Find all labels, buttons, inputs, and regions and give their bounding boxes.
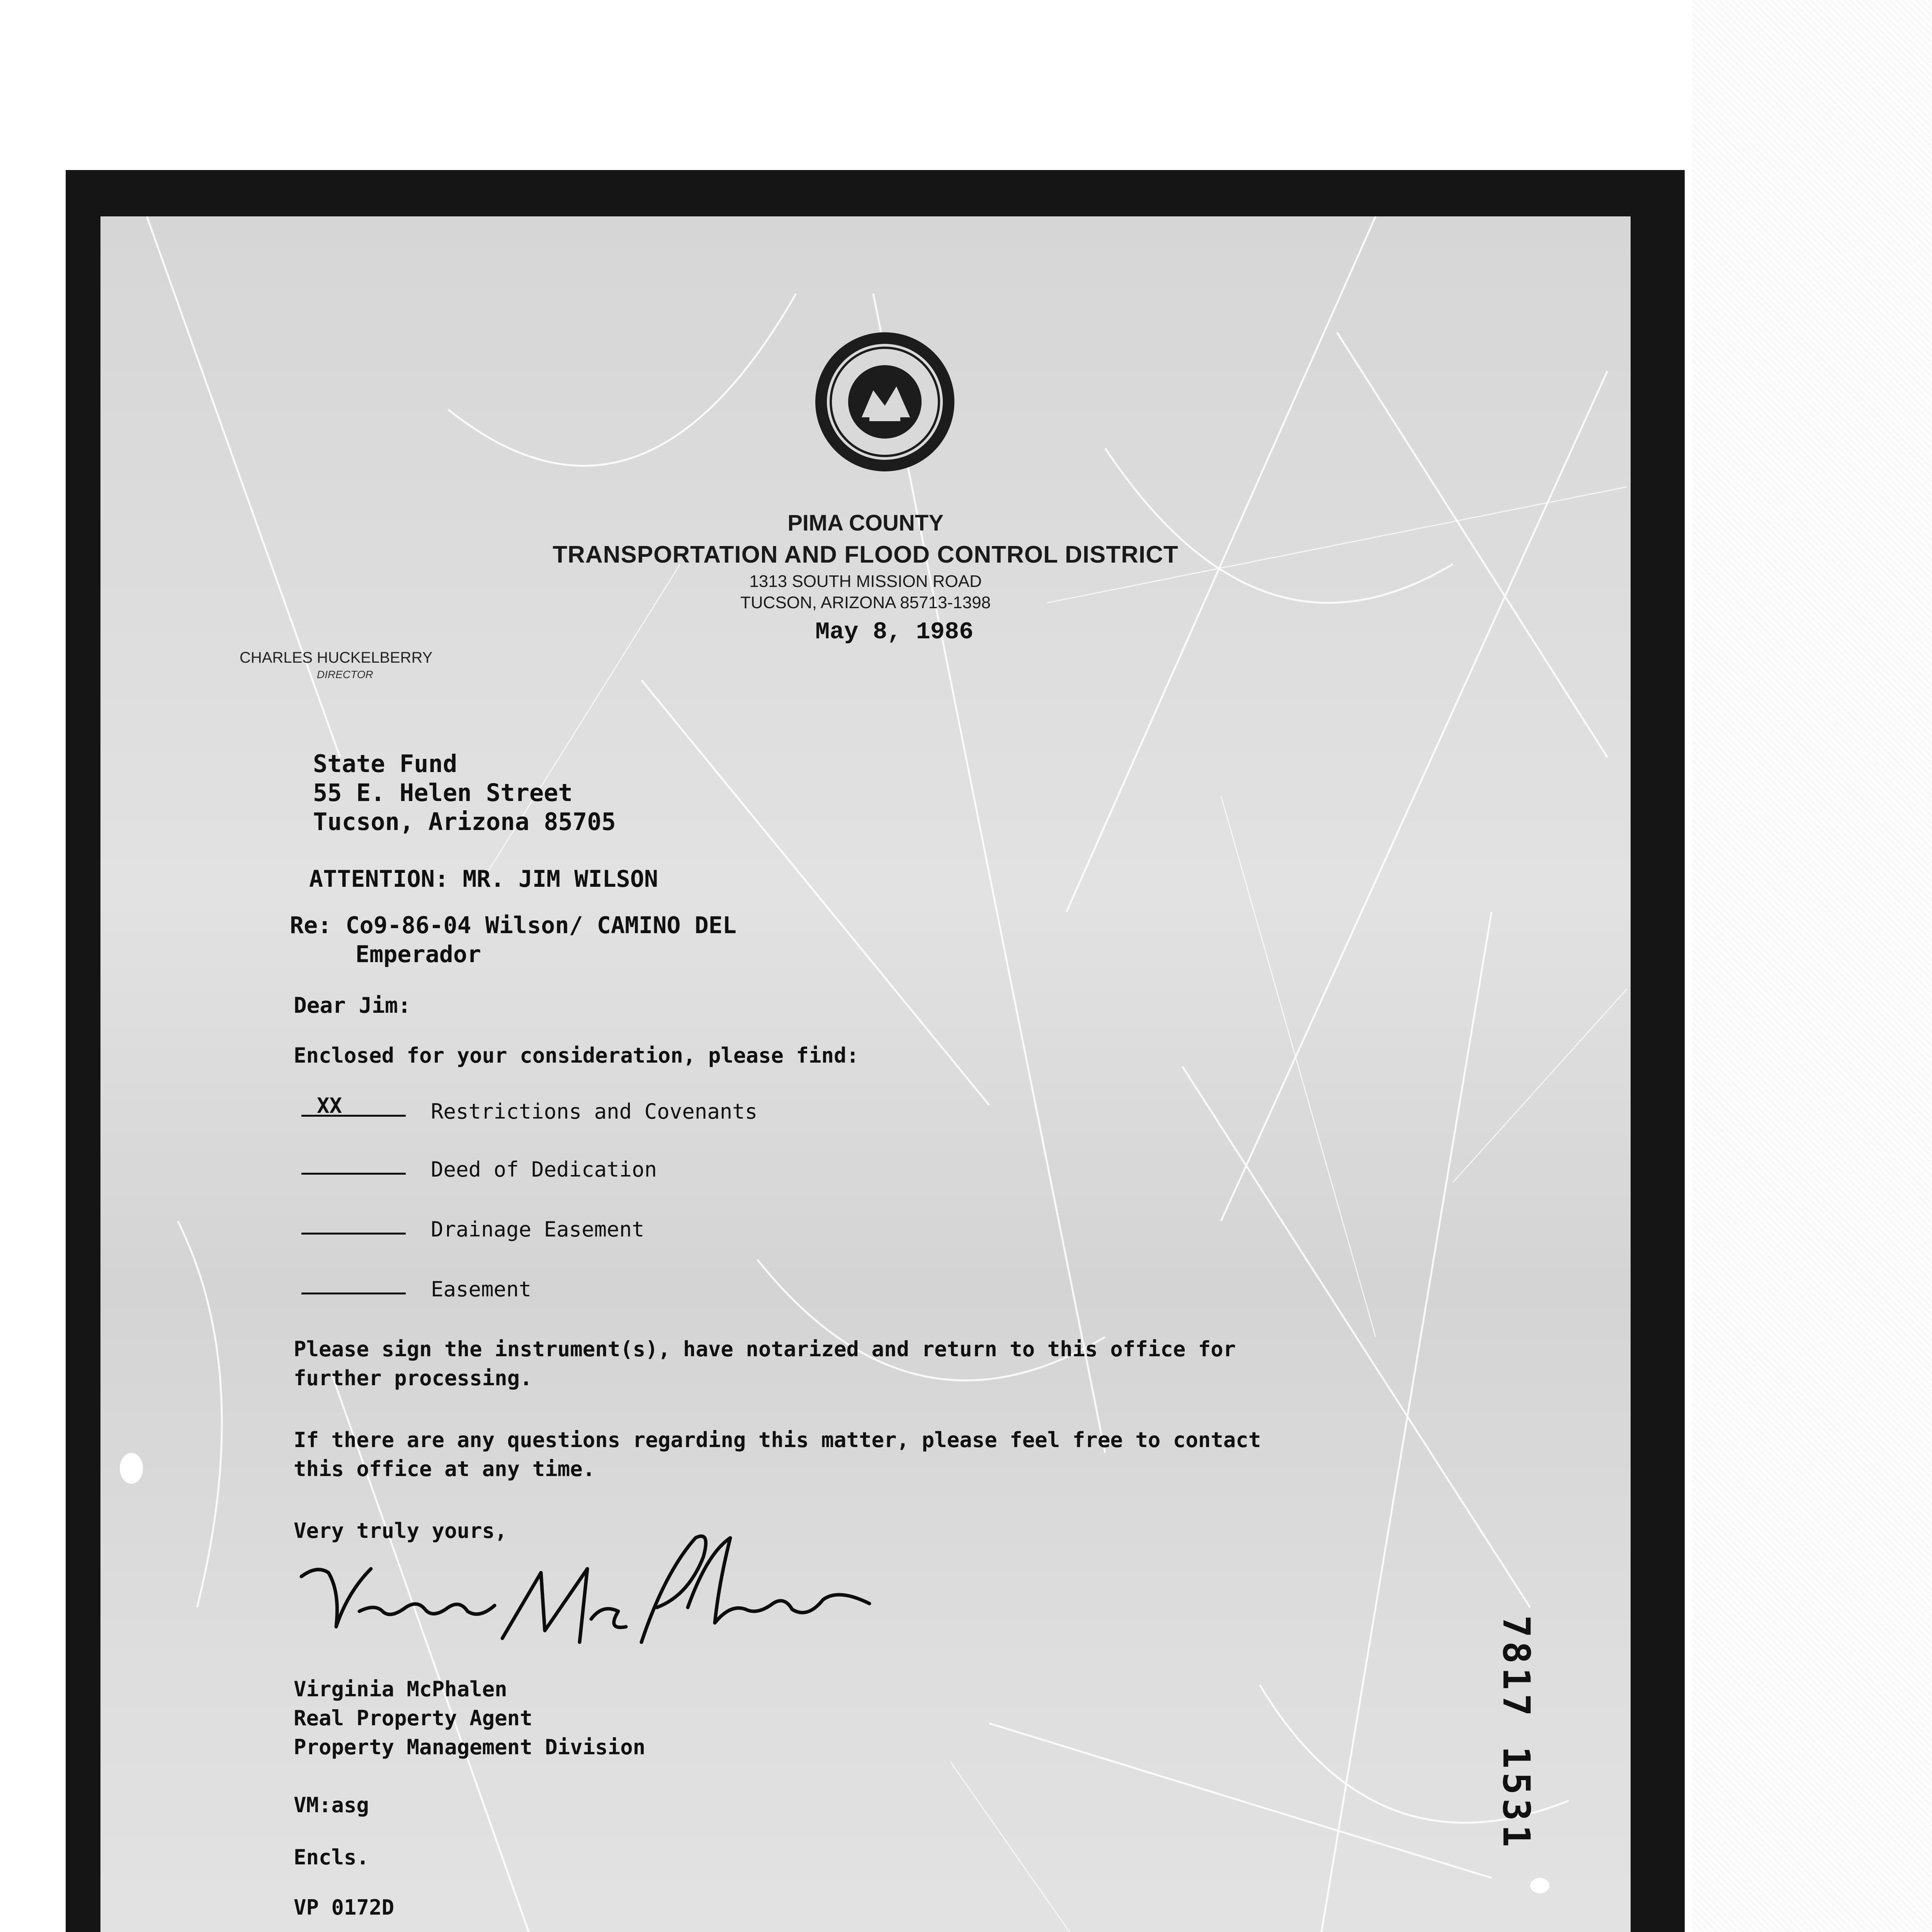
instructions-line-2: further processing. <box>294 1366 532 1390</box>
scan-blot <box>1530 1878 1549 1893</box>
enclosure-item-label: Drainage Easement <box>431 1217 645 1242</box>
letter-date: May 8, 1986 <box>815 618 974 646</box>
recipient-line-1: State Fund <box>313 750 457 778</box>
attention-line: ATTENTION: MR. JIM WILSON <box>309 866 658 893</box>
enclosure-mark: XX <box>301 1094 406 1117</box>
enclosure-mark <box>301 1271 406 1294</box>
director-title: DIRECTOR <box>317 668 373 680</box>
reference-code: VP 0172D <box>294 1895 395 1920</box>
enclosure-mark <box>301 1211 406 1235</box>
letter-sheet <box>100 216 1631 1932</box>
director-name: CHARLES HUCKELBERRY <box>240 649 433 666</box>
scan-blot <box>120 1453 143 1484</box>
enclosure-item-label: Restrictions and Covenants <box>431 1099 758 1124</box>
recipient-line-3: Tucson, Arizona 85705 <box>313 808 616 836</box>
re-line-2: Emperador <box>355 941 481 968</box>
enclosure-mark <box>301 1151 406 1175</box>
signer-title: Real Property Agent <box>294 1706 532 1730</box>
contact-line-1: If there are any questions regarding this matter, please feel free to contact <box>294 1428 1261 1452</box>
re-line-1: Re: Co9-86-04 Wilson/ CAMINO DEL <box>290 912 736 939</box>
typist-initials: VM:asg <box>294 1793 369 1817</box>
closing: Very truly yours, <box>294 1519 507 1543</box>
instructions-line-1: Please sign the instrument(s), have notarized and return to this office for <box>294 1337 1236 1361</box>
department-name: TRANSPORTATION AND FLOOD CONTROL DISTRICT <box>553 541 1179 568</box>
scan-speckle <box>1692 0 1932 1932</box>
enclosure-item-label: Deed of Dedication <box>431 1157 657 1182</box>
agency-name: PIMA COUNTY <box>787 510 944 536</box>
enclosure-intro: Enclosed for your consideration, please find: <box>294 1043 859 1068</box>
recipient-line-2: 55 E. Helen Street <box>313 779 573 807</box>
agency-street-address: 1313 SOUTH MISSION ROAD <box>749 572 982 591</box>
contact-line-2: this office at any time. <box>294 1457 595 1481</box>
enclosures-note: Encls. <box>294 1845 369 1869</box>
signer-name: Virginia McPhalen <box>294 1677 507 1701</box>
signer-division: Property Management Division <box>294 1735 646 1759</box>
enclosure-item-label: Easement <box>431 1277 532 1301</box>
handwritten-signature <box>294 1515 873 1654</box>
county-seal-logo <box>811 328 958 475</box>
agency-city-address: TUCSON, ARIZONA 85713-1398 <box>740 593 991 612</box>
recording-stamp: 7817 1531 <box>1495 1615 1538 1851</box>
salutation: Dear Jim: <box>294 993 411 1018</box>
